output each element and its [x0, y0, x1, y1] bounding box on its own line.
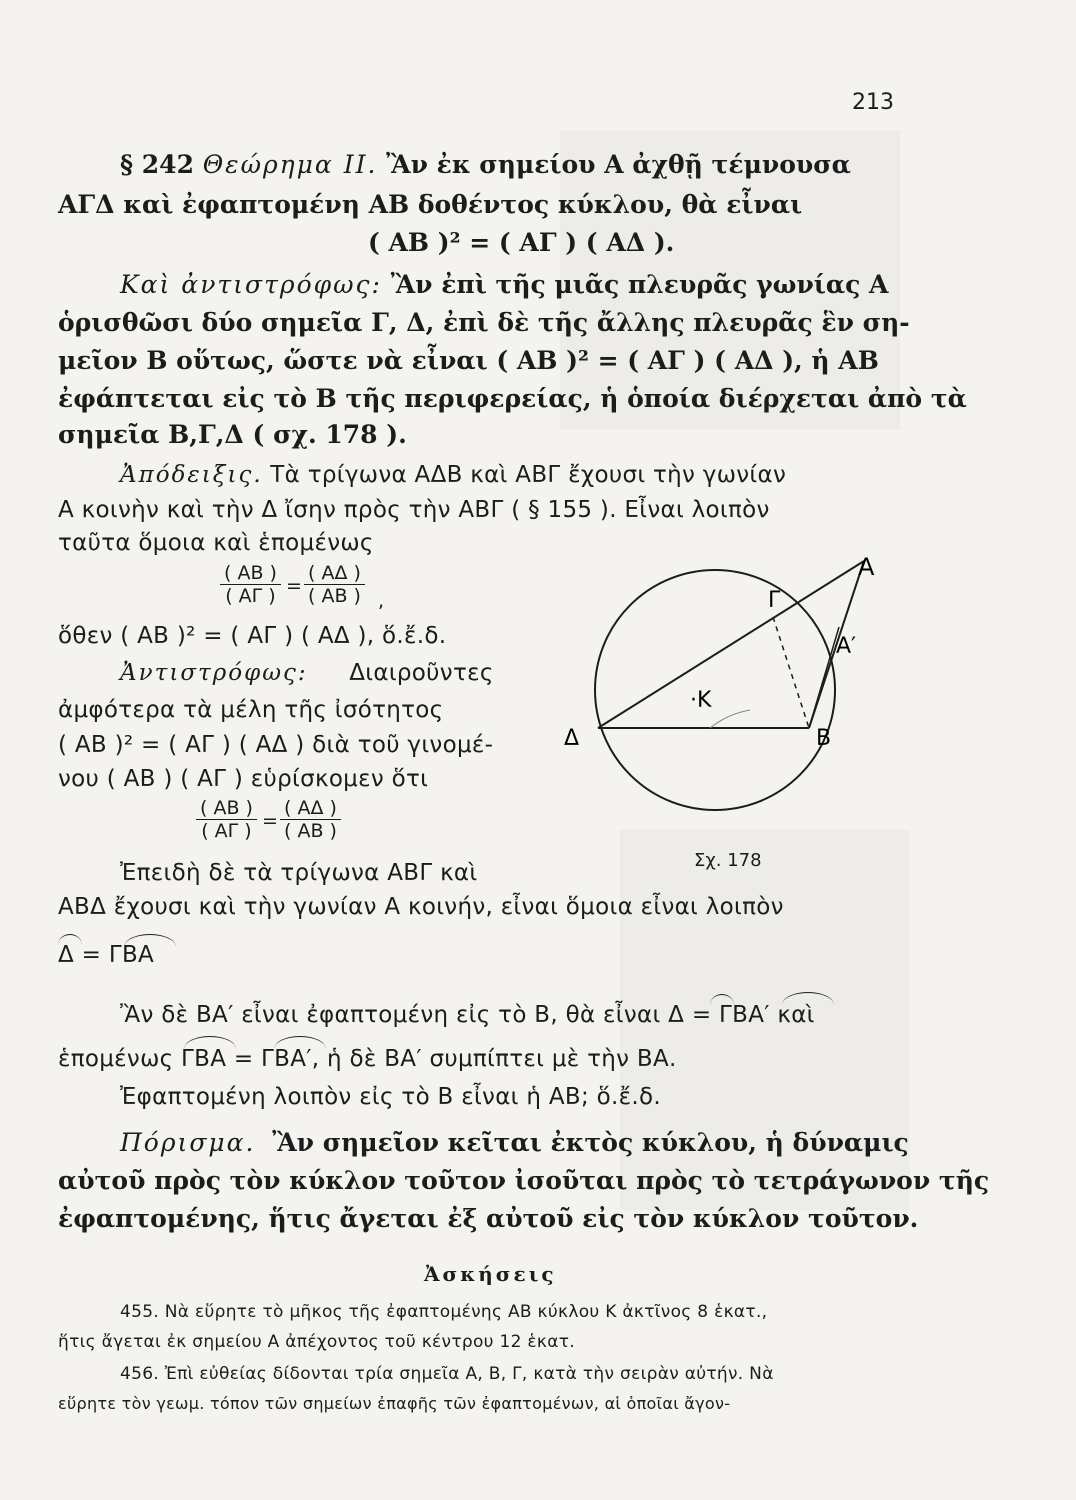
converse-proof-line-9: ἑπομένως ΓΒΑ = ΓΒΑ′, ἡ δὲ ΒΑ′ συμπίπτει μὲ τὴν ΒΑ. — [58, 1046, 677, 1072]
fraction-comma: , — [378, 590, 385, 612]
fraction-numerator: ( ΑΔ ) — [280, 797, 341, 820]
fraction-denominator: ( ΑΒ ) — [308, 585, 361, 607]
converse-proof-line-10: Ἐφαπτομένη λοιπὸν εἰς τὸ Β εἶναι ἡ ΑΒ; ὅ.ἔ.δ. — [120, 1084, 661, 1110]
converse-proof-line-5: Ἐπειδὴ δὲ τὰ τρίγωνα ΑΒΓ καὶ — [120, 860, 478, 886]
secant-ADG — [598, 561, 864, 728]
figure-caption: Σχ. 178 — [694, 850, 762, 871]
label-B: Β — [816, 726, 832, 751]
circle-K — [595, 570, 835, 810]
angle-hat-mark — [124, 934, 176, 947]
converse-text: Ἂν ἐπὶ τῆς μιᾶς πλευρᾶς γωνίας Α — [390, 270, 889, 299]
converse-line-5: σημεῖα Β,Γ,Δ ( σχ. 178 ). — [58, 420, 407, 449]
proof-line-4: ὅθεν ( ΑΒ )² = ( ΑΓ ) ( ΑΔ ), ὅ.ἔ.δ. — [58, 623, 447, 649]
theorem-text: Ἂν ἐκ σημείου Α ἀχθῇ τέμνουσα — [386, 150, 851, 179]
label-A-prime: Α′ — [836, 634, 857, 659]
theorem-title: Θεώρημα ΙΙ. — [202, 150, 378, 179]
equals-sign: = — [286, 575, 303, 597]
fraction-numerator: ( ΑΔ ) — [304, 562, 365, 585]
converse-proof-line-8: Ἂν δὲ ΒΑ′ εἶναι ἐφαπτομένη εἰς τὸ Β, θὰ εἶναι Δ = ΓΒΑ′ καὶ — [120, 1002, 815, 1028]
fraction-denominator: ( ΑΓ ) — [225, 585, 276, 607]
theorem-line-1 — [120, 150, 851, 179]
converse-proof-line-4: νου ( ΑΒ ) ( ΑΓ ) εὑρίσκομεν ὅτι — [58, 766, 429, 792]
fraction-denominator: ( ΑΓ ) — [201, 820, 252, 842]
proof-fraction-2 — [304, 562, 365, 607]
section-label: § 242 — [120, 150, 194, 179]
label-D: Δ — [564, 726, 580, 751]
proof-text: Τὰ τρίγωνα ΑΔΒ καὶ ΑΒΓ ἔχουσι τὴν γωνίαν — [270, 462, 787, 488]
theorem-line-2: ΑΓΔ καὶ ἐφαπτομένη ΑΒ δοθέντος κύκλου, θὰ εἶναι — [58, 190, 803, 219]
label-K: ·Κ — [690, 688, 712, 713]
converse-line-3: μεῖον Β οὕτως, ὥστε νὰ εἶναι ( ΑΒ )² = ( ΑΓ ) ( ΑΔ ), ἡ ΑΒ — [58, 346, 879, 375]
angle-equality: Δ = ΓΒΑ — [58, 942, 155, 968]
corollary-title: Πόρισμα. — [120, 1128, 256, 1157]
page-number: 213 — [852, 90, 894, 115]
exercise-455-line-2: ἥτις ἄγεται ἐκ σημείου Α ἀπέχοντος τοῦ κέντρου 12 ἑκατ. — [58, 1332, 575, 1352]
corollary-line-1 — [120, 1128, 909, 1157]
exercise-455-line-1: 455. Νὰ εὕρητε τὸ μῆκος τῆς ἐφαπτομένης ΑΒ κύκλου Κ ἀκτῖνος 8 ἑκατ., — [120, 1302, 768, 1322]
label-G: Γ — [768, 588, 781, 613]
corollary-line-2: αὐτοῦ πρὸς τὸν κύκλον τοῦτον ἰσοῦται πρὸς τὸ τετράγωνον τῆς — [58, 1166, 990, 1195]
angle-hat-mark — [58, 934, 82, 945]
proof-line-1 — [120, 462, 786, 488]
corollary-line-3: ἐφαπτομένης, ἥτις ἄγεται ἐξ αὐτοῦ εἰς τὸν κύκλον τοῦτον. — [58, 1204, 919, 1233]
angle-arc — [710, 710, 750, 728]
angle-hat-mark — [274, 1036, 326, 1049]
converse-line-4: ἐφάπτεται εἰς τὸ Β τῆς περιφερείας, ἡ ὁποία διέρχεται ἀπὸ τὰ — [58, 384, 967, 413]
converse-title: Καὶ ἀντιστρόφως: — [120, 270, 382, 299]
proof-line-3: ταῦτα ὅμοια καὶ ἑπομένως — [58, 530, 374, 556]
exercise-456-line-2: εὕρητε τὸν γεωμ. τόπον τῶν σημείων ἐπαφῆς τῶν ἐφαπτομένων, αἱ ὁποῖαι ἄγον- — [58, 1394, 731, 1413]
proof-line-2: Α κοινὴν καὶ τὴν Δ ἴσην πρὸς τὴν ΑΒΓ ( § 155 ). Εἶναι λοιπὸν — [58, 497, 770, 523]
exercise-456-line-1: 456. Ἐπὶ εὐθείας δίδονται τρία σημεῖα Α, Β, Γ, κατὰ τὴν σειρὰν αὐτήν. Νὰ — [120, 1364, 774, 1384]
theorem-formula: ( ΑΒ )² = ( ΑΓ ) ( ΑΔ ). — [368, 228, 675, 257]
corollary-text: Ἂν σημεῖον κεῖται ἐκτὸς κύκλου, ἡ δύναμις — [272, 1128, 909, 1157]
equals-sign: = — [262, 810, 279, 832]
converse-line-1 — [120, 270, 888, 299]
geometry-figure — [560, 545, 900, 830]
angle-hat-mark — [184, 1036, 236, 1049]
label-A: Α — [858, 553, 875, 581]
dashed-GB — [773, 617, 809, 728]
converse-proof-title: Ἀντιστρόφως: — [120, 660, 308, 686]
converse-proof-line-3: ( ΑΒ )² = ( ΑΓ ) ( ΑΔ ) διὰ τοῦ γινομέ- — [58, 732, 494, 758]
fraction-numerator: ( ΑΒ ) — [196, 797, 257, 820]
proof-fraction-1 — [220, 562, 281, 607]
proof-title: Ἀπόδειξις. — [120, 462, 263, 488]
converse-proof-line-6: ΑΒΔ ἔχουσι καὶ τὴν γωνίαν Α κοινήν, εἶναι ὅμοια εἶναι λοιπὸν — [58, 894, 784, 920]
exercises-heading: Ἀσκήσεις — [424, 1262, 557, 1286]
fraction-denominator: ( ΑΒ ) — [284, 820, 337, 842]
converse-fraction-2 — [280, 797, 341, 842]
fraction-numerator: ( ΑΒ ) — [220, 562, 281, 585]
converse-proof-line-1 — [120, 660, 494, 686]
converse-proof-text: Διαιροῦντες — [349, 660, 494, 686]
converse-proof-line-2: ἀμφότερα τὰ μέλη τῆς ἰσότητος — [58, 697, 444, 723]
converse-fraction-1 — [196, 797, 257, 842]
converse-line-2: ὁρισθῶσι δύο σημεῖα Γ, Δ, ἐπὶ δὲ τῆς ἄλλης πλευρᾶς ἓν ση- — [58, 308, 910, 337]
